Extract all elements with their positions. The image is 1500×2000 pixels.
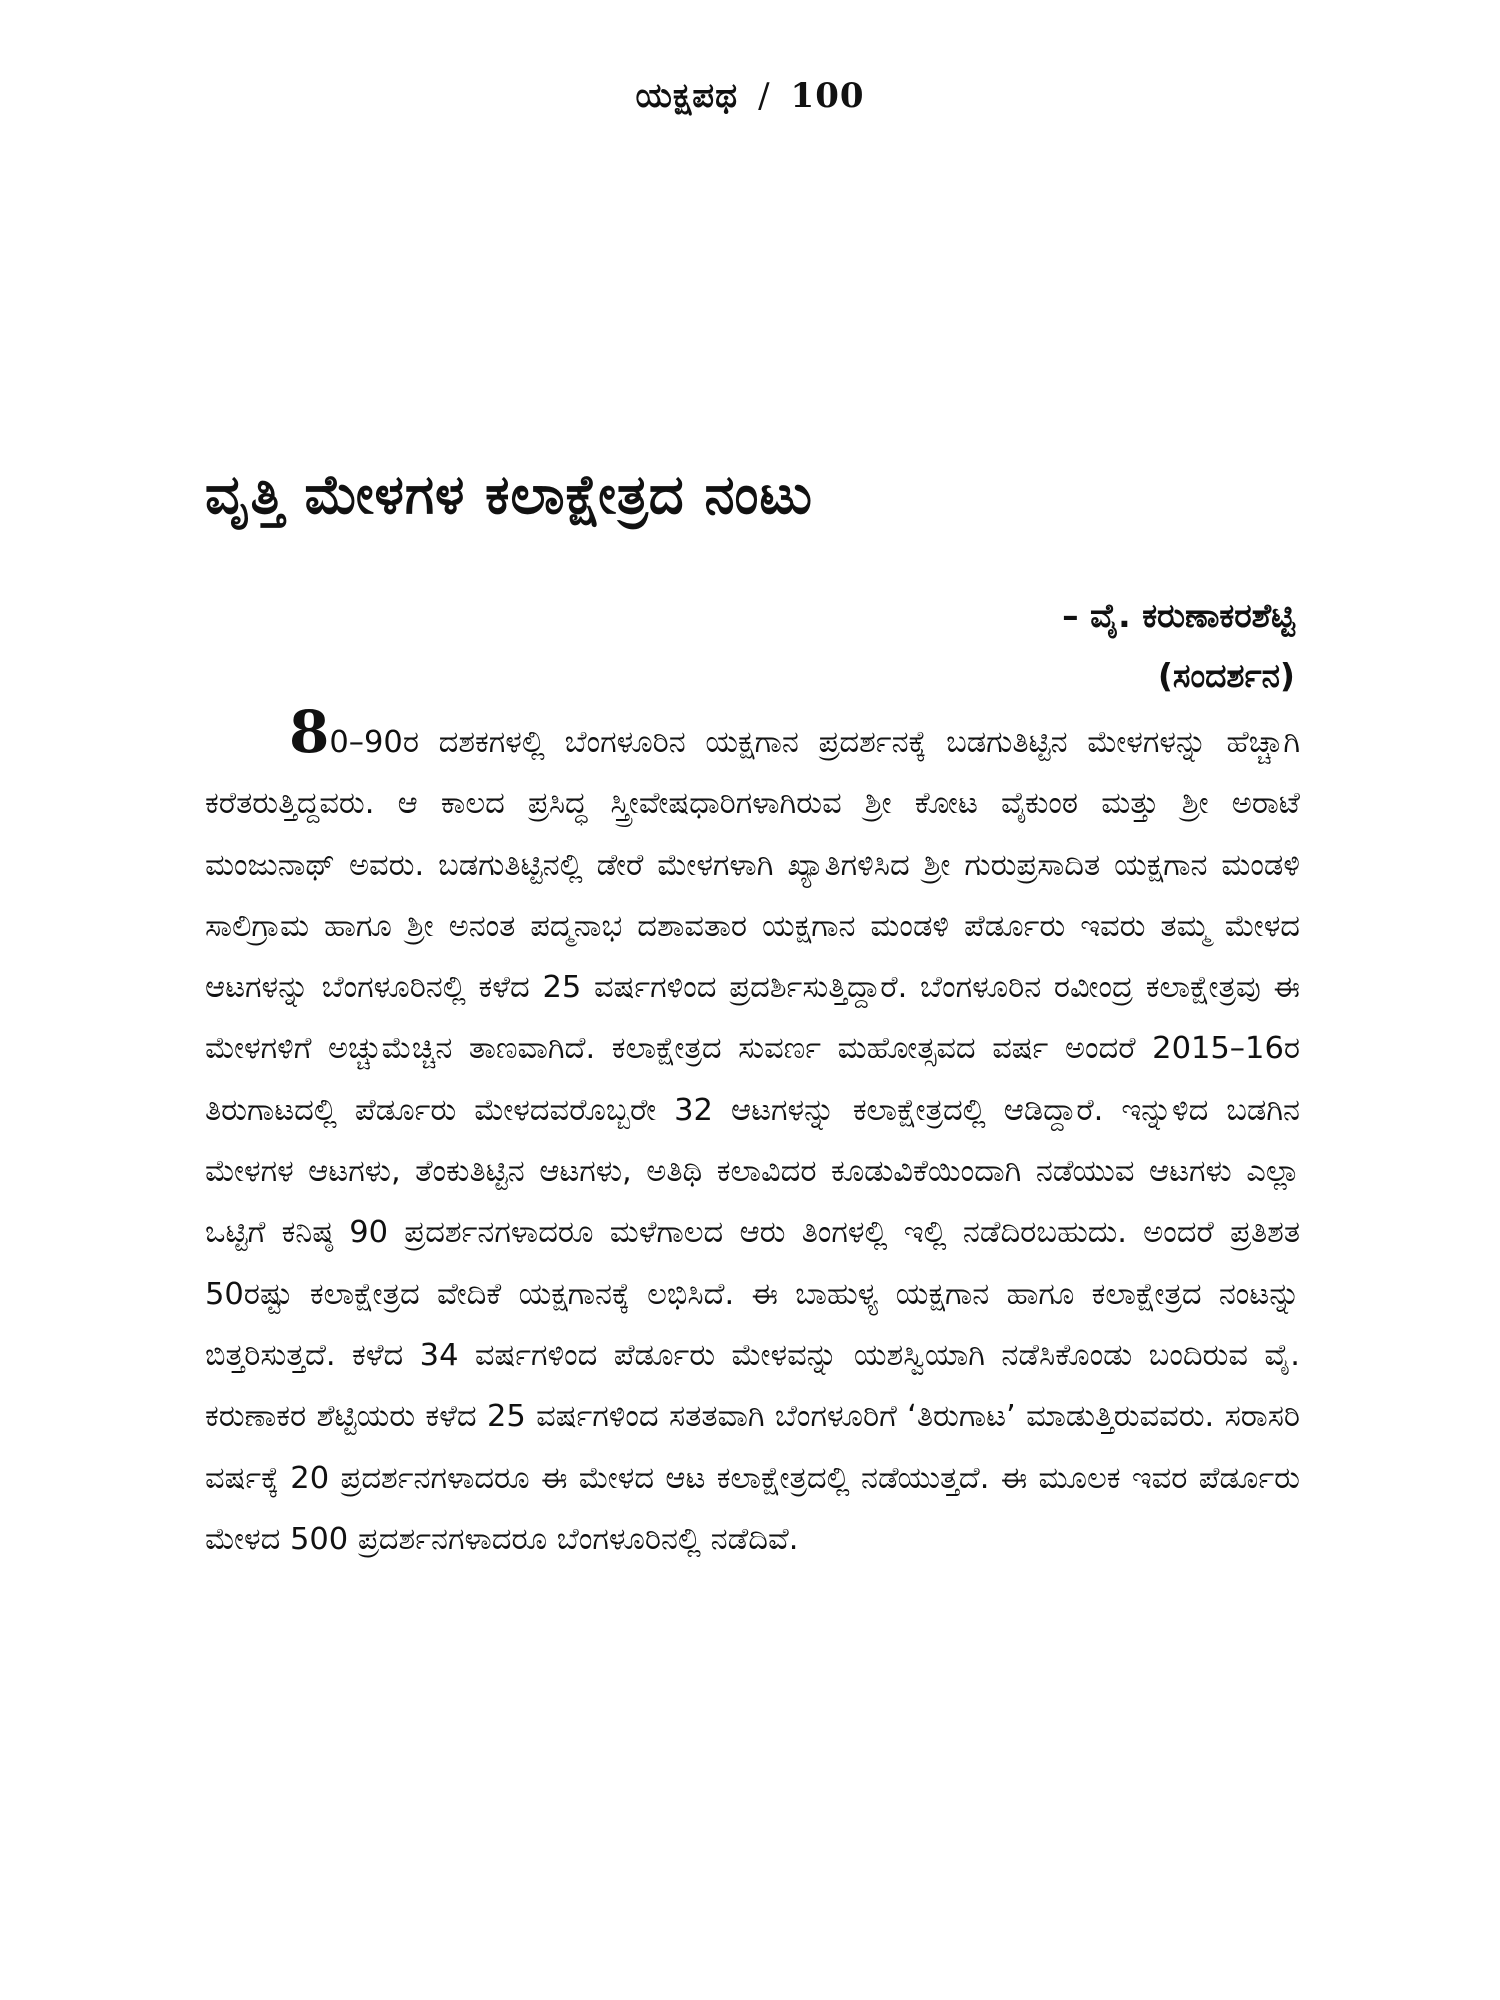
article-title: ವೃತ್ತಿ ಮೇಳಗಳ ಕಲಾಕ್ಷೇತ್ರದ ನಂಟು	[205, 463, 813, 526]
article-body-text: 0–90ರ ದಶಕಗಳಲ್ಲಿ ಬೆಂಗಳೂರಿನ ಯಕ್ಷಗಾನ ಪ್ರದರ್ಶನಕ್ಕೆ ಬಡಗುತಿಟ್ಟಿನ ಮೇಳಗಳನ್ನು ಹೆಚ್ಚಾಗಿ ಕರೆತರುತ್ತಿದ್ದವರು. ಆ ಕಾಲದ ಪ್ರಸಿದ್ಧ ಸ್ತ್ರೀವೇಷಧಾರಿಗಳಾಗಿರುವ ಶ್ರೀ ಕೋಟ ವೈಕುಂಠ ಮತ್ತು ಶ್ರೀ ಅರಾಟೆ ಮಂಜುನಾಥ್ ಅವರು. ಬಡಗುತಿಟ್ಟಿನಲ್ಲಿ ಡೇರೆ ಮೇಳಗಳಾಗಿ ಖ್ಯಾತಿಗಳಿಸಿದ ಶ್ರೀ ಗುರುಪ್ರಸಾದಿತ ಯಕ್ಷಗಾನ ಮಂಡಳಿ ಸಾಲಿಗ್ರಾಮ ಹಾಗೂ ಶ್ರೀ ಅನಂತ ಪದ್ಮನಾಭ ದಶಾವತಾರ ಯಕ್ಷಗಾನ ಮಂಡಳಿ ಪೆರ್ಡೂರು ಇವರು ತಮ್ಮ ಮೇಳದ ಆಟಗಳನ್ನು ಬೆಂಗಳೂರಿನಲ್ಲಿ ಕಳೆದ 25 ವರ್ಷಗಳಿಂದ ಪ್ರದರ್ಶಿಸುತ್ತಿದ್ದಾರೆ. ಬೆಂಗಳೂರಿನ ರವೀಂದ್ರ ಕಲಾಕ್ಷೇತ್ರವು ಈ ಮೇಳಗಳಿಗೆ ಅಚ್ಚುಮೆಚ್ಚಿನ ತಾಣವಾಗಿದೆ. ಕಲಾಕ್ಷೇತ್ರದ ಸುವರ್ಣ ಮಹೋತ್ಸವದ ವರ್ಷ ಅಂದರೆ 2015–16ರ ತಿರುಗಾಟದಲ್ಲಿ ಪೆರ್ಡೂರು ಮೇಳದವರೊಬ್ಬರೇ 32 ಆಟಗಳನ್ನು ಕಲಾಕ್ಷೇತ್ರದಲ್ಲಿ ಆಡಿದ್ದಾರೆ. ಇನ್ನುಳಿದ ಬಡಗಿನ ಮೇಳಗಳ ಆಟಗಳು, ತೆಂಕುತಿಟ್ಟಿನ ಆಟಗಳು, ಅತಿಥಿ ಕಲಾವಿದರ ಕೂಡುವಿಕೆಯಿಂದಾಗಿ ನಡೆಯುವ ಆಟಗಳು ಎಲ್ಲಾ ಒಟ್ಟಿಗೆ ಕನಿಷ್ಠ 90 ಪ್ರದರ್ಶನಗಳಾದರೂ ಮಳೆಗಾಲದ ಆರು ತಿಂಗಳಲ್ಲಿ ಇಲ್ಲಿ ನಡೆದಿರಬಹುದು. ಅಂದರೆ ಪ್ರತಿಶತ 50ರಷ್ಟು ಕಲಾಕ್ಷೇತ್ರದ ವೇದಿಕೆ ಯಕ್ಷಗಾನಕ್ಕೆ ಲಭಿಸಿದೆ. ಈ ಬಾಹುಳ್ಯ ಯಕ್ಷಗಾನ ಹಾಗೂ ಕಲಾಕ್ಷೇತ್ರದ ನಂಟನ್ನು ಬಿತ್ತರಿಸುತ್ತದೆ. ಕಳೆದ 34 ವರ್ಷಗಳಿಂದ ಪೆರ್ಡೂರು ಮೇಳವನ್ನು ಯಶಸ್ವಿಯಾಗಿ ನಡೆಸಿಕೊಂಡು ಬಂದಿರುವ ವೈ. ಕರುಣಾಕರ ಶೆಟ್ಟಿಯರು ಕಳೆದ 25 ವರ್ಷಗಳಿಂದ ಸತತವಾಗಿ ಬೆಂಗಳೂರಿಗೆ ‘ತಿರುಗಾಟ’ ಮಾಡುತ್ತಿರುವವರು. ಸರಾಸರಿ ವರ್ಷಕ್ಕೆ 20 ಪ್ರದರ್ಶನಗಳಾದರೂ ಈ ಮೇಳದ ಆಟ ಕಲಾಕ್ಷೇತ್ರದಲ್ಲಿ ನಡೆಯುತ್ತದೆ. ಈ ಮೂಲಕ ಇವರ ಪೆರ್ಡೂರು ಮೇಳದ 500 ಪ್ರದರ್ಶನಗಳಾದರೂ ಬೆಂಗಳೂರಿನಲ್ಲಿ ನಡೆದಿವೆ.	[205, 725, 1300, 1557]
article-body	[205, 698, 1300, 1570]
running-header	[0, 72, 1500, 120]
byline	[395, 586, 1295, 706]
drop-initial: 8	[289, 698, 330, 766]
article-type: (ಸಂದರ್ಶನ)	[1157, 656, 1295, 695]
header-separator: /	[758, 76, 771, 116]
author-line: – ವೈ. ಕರುಣಾಕರಶೆಟ್ಟಿ	[1062, 596, 1295, 635]
page-number: 100	[790, 76, 865, 116]
book-title: ಯಕ್ಷಪಥ	[635, 76, 739, 116]
